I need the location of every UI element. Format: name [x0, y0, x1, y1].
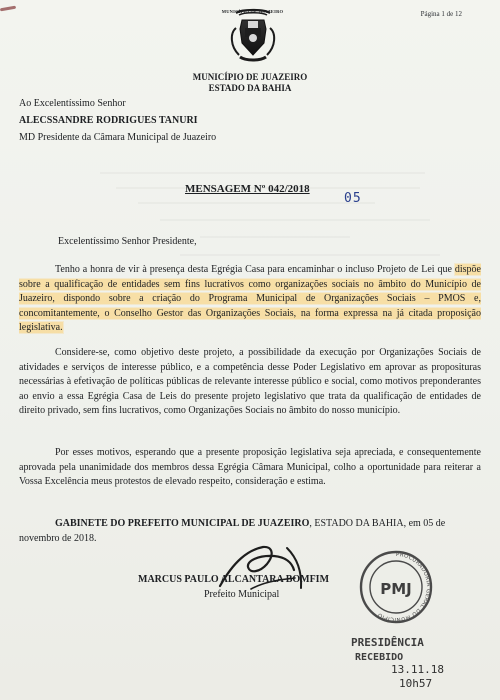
highlighted-text: dispõe sobre a qualificação de entidades sem fins lucrativos como organizações sociais no âmbito do Município de Juazeiro, dispondo sobre a criação do Programa Municipal de Organizações Sociais – PMOS e, concomitantemente, o Conselho Gestor das Organizações Sociais, na forma expressa na já citada proposição legislativa.: [19, 264, 481, 333]
recipient-title: MD Presidente da Câmara Municipal de Juazeiro: [19, 132, 217, 143]
crest-caption: MUNICÍPIO DE JUAZEIRO: [221, 9, 284, 14]
svg-text:13.11.18: 13.11.18: [391, 663, 444, 676]
signatory-name: MARCUS PAULO ALCANTARA BOMFIM: [138, 574, 330, 585]
recipient-name: ALECSSANDRE RODRIGUES TANURI: [19, 115, 198, 126]
state-title: ESTADO DA BAHIA: [208, 83, 292, 93]
pen-mark: [0, 6, 16, 12]
paragraph-1-before: Tenho a honra de vir à presença desta Egrégia Casa para encaminhar o incluso Projeto de Lei que: [55, 264, 455, 275]
svg-text:PROCURADORIA GERAL DO MUNICÍPI: PROCURADORIA GERAL DO MUNICÍPIO: [376, 551, 432, 623]
paragraph-2: Considere-se, como objetivo deste projeto, a possibilidade da execução por Organizações Sociais de atividades e serviços de interesse público, e a competência desse Poder Legislativo em aprovar as proposituras necessárias à efetivação de políticas públicas de relevante interesse público e social, como motivos preponderantes ao envio a essa Egrégia Casa de Leis do presente projeto legislativo que trata da qualificação de entidades de direito privado, sem fins lucrativos, como Organizações Sociais no âmbito do nosso município.: [19, 347, 481, 416]
procuradoria-seal-icon: [357, 548, 435, 626]
municipality-title: MUNICÍPIO DE JUAZEIRO: [192, 72, 308, 82]
paragraph-3: Por esses motivos, esperando que a presente proposição legislativa seja apreciada, e consequentemente aprovada pela unanimidade dos membros dessa Egrégia Câmara Municipal, colho a oportunidade para reiterar a Vossa Excelência meus protestos de elevado respeito, consideração e estima.: [19, 447, 481, 487]
reception-stamp: [349, 632, 469, 692]
paragraph-1: [19, 263, 481, 336]
svg-text:PMJ: PMJ: [380, 580, 412, 598]
svg-text:RECEBIDO: RECEBIDO: [355, 652, 404, 663]
closing-office: GABINETE DO PREFEITO MUNICIPAL DE JUAZEIRO: [55, 518, 310, 529]
svg-text:10h57: 10h57: [399, 677, 433, 690]
svg-text:PRESIDÊNCIA: PRESIDÊNCIA: [351, 636, 424, 649]
signatory-role: Prefeito Municipal: [204, 589, 280, 600]
page-number: Página 1 de 12: [420, 10, 462, 18]
salutation: Excelentíssimo Senhor Presidente,: [58, 236, 197, 247]
handwritten-number: 05: [344, 191, 362, 206]
closing-rest: , ESTADO DA BAHIA, em 05 de novembro de 2018.: [19, 518, 446, 544]
recipient-greeting: Ao Excelentíssimo Senhor: [19, 98, 126, 109]
message-title: MENSAGEM Nº 042/2018: [185, 183, 310, 195]
